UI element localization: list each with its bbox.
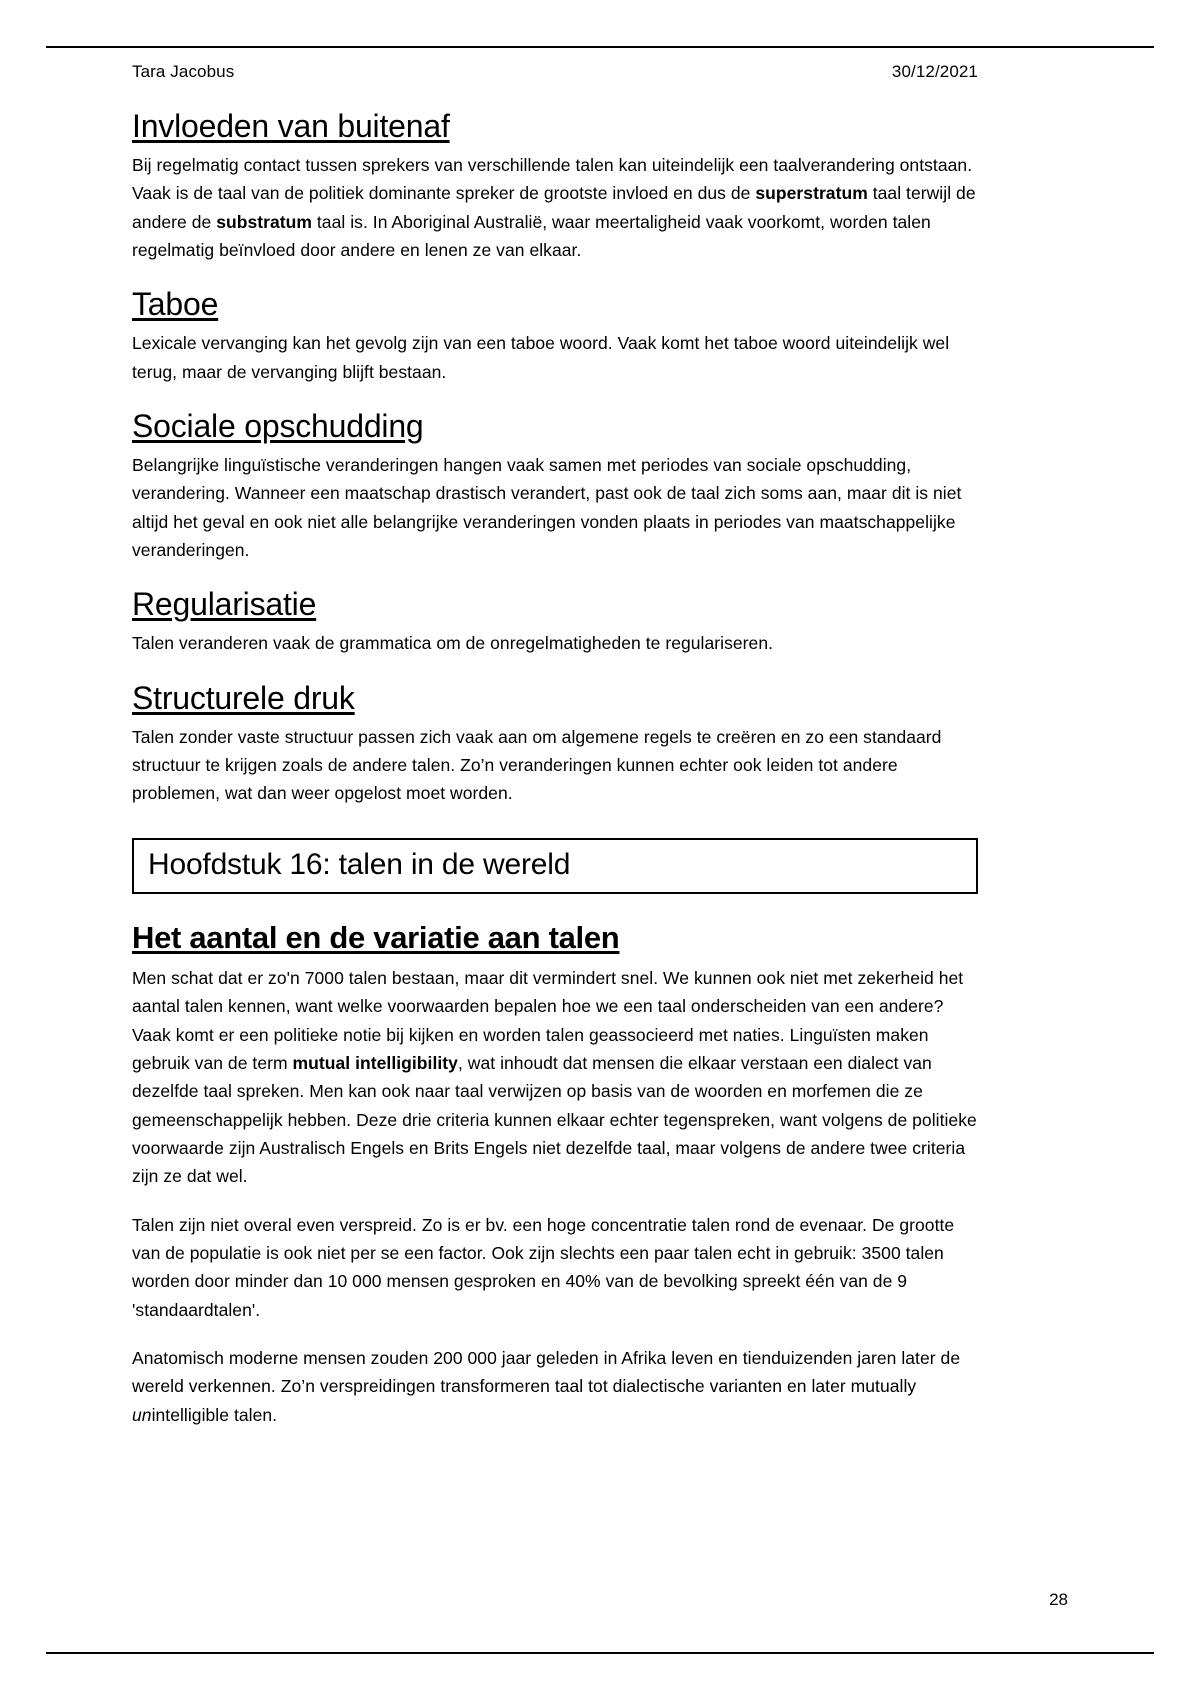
header-author: Tara Jacobus (132, 62, 235, 81)
section-sociale-opschudding (132, 408, 978, 564)
section-het-aantal-en-de-variatie-aan-talen (132, 920, 978, 1429)
section-structurele-druk (132, 680, 978, 808)
chapter-title: Hoofdstuk 16: talen in de wereld (148, 847, 571, 881)
section-paragraph: Bij regelmatig contact tussen sprekers van verschillende talen kan uiteindelijk een taalverandering ontstaan. Vaak is de taal van de politiek dominante spreker de grootste invloed en dus de superstratum taal terwijl de andere de substratum taal is. In Aboriginal Australië, waar meertaligheid vaak voorkomt, worden talen regelmatig beïnvloed door andere en lenen ze van elkaar. (132, 155, 976, 261)
section-paragraph: Men schat dat er zo'n 7000 talen bestaan, maar dit vermindert snel. We kunnen ook niet met zekerheid het aantal talen kennen, want welke voorwaarden bepalen hoe we een taal onderscheiden van een andere? Vaak komt er een politieke notie bij kijken en worden talen geassocieerd met naties. Linguïsten maken gebruik van de term mutual intelligibility, wat inhoudt dat mensen die elkaar verstaan een dialect van dezelfde taal spreken. Men kan ook naar taal verwijzen op basis van de woorden en morfemen die ze gemeenschappelijk hebben. Deze drie criteria kunnen elkaar echter tegenspreken, want volgens de politieke voorwaarde zijn Australisch Engels en Brits Engels niet dezelfde taal, maar volgens de andere twee criteria zijn ze dat wel. (132, 967, 977, 1187)
section-paragraph: Talen zijn niet overal even verspreid. Zo is er bv. een hoge concentratie talen rond de evenaar. De grootte van de populatie is ook niet per se een factor. Ook zijn slechts een paar talen echt in gebruik: 3500 talen worden door minder dan 10 000 mensen gesproken en 40% van de bevolking spreekt één van de 9 'standaardtalen'. (132, 1214, 955, 1320)
section-heading: Het aantal en de variatie aan talen (132, 919, 620, 955)
header-date: 30/12/2021 (891, 62, 978, 81)
page-number: 28 (1049, 1590, 1068, 1609)
page-bottom-rule (46, 1652, 1154, 1654)
section-heading: Sociale opschudding (132, 408, 424, 445)
section-taboe (132, 286, 978, 386)
section-paragraph: Talen veranderen vaak de grammatica om de onregelmatigheden te regulariseren. (132, 633, 774, 654)
page-header (132, 62, 978, 82)
section-regularisatie (132, 586, 978, 657)
section-paragraph: Belangrijke linguïstische veranderingen hangen vaak samen met periodes van sociale opschudding, verandering. Wanneer een maatschap drastisch verandert, past ook de taal zich soms aan, maar dit is niet altijd het geval en ook niet alle belangrijke veranderingen vonden plaats in periodes van maatschappelijke veranderingen. (132, 455, 962, 561)
section-heading: Structurele druk (132, 679, 355, 716)
chapter-title-box (132, 838, 978, 894)
document-content (132, 62, 978, 1451)
section-paragraph: Talen zonder vaste structuur passen zich vaak aan om algemene regels te creëren en zo een standaard structuur te krijgen zoals de andere talen. Zo’n veranderingen kunnen echter ook leiden tot andere problemen, wat dan weer opgelost moet worden. (132, 726, 942, 804)
section-invloeden-van-buitenaf (132, 108, 978, 264)
section-heading: Invloeden van buitenaf (132, 108, 450, 144)
section-paragraph: Anatomisch moderne mensen zouden 200 000 jaar geleden in Afrika leven en tienduizenden jaren later de wereld verkennen. Zo’n verspreidingen transformeren taal tot dialectische varianten en later mutually unintelligible talen. (132, 1347, 961, 1425)
section-paragraph: Lexicale vervanging kan het gevolg zijn van een taboe woord. Vaak komt het taboe woord uiteindelijk wel terug, maar de vervanging blijft bestaan. (132, 333, 950, 382)
page-top-rule (46, 46, 1154, 48)
section-heading: Regularisatie (132, 586, 317, 623)
section-heading: Taboe (132, 286, 219, 323)
